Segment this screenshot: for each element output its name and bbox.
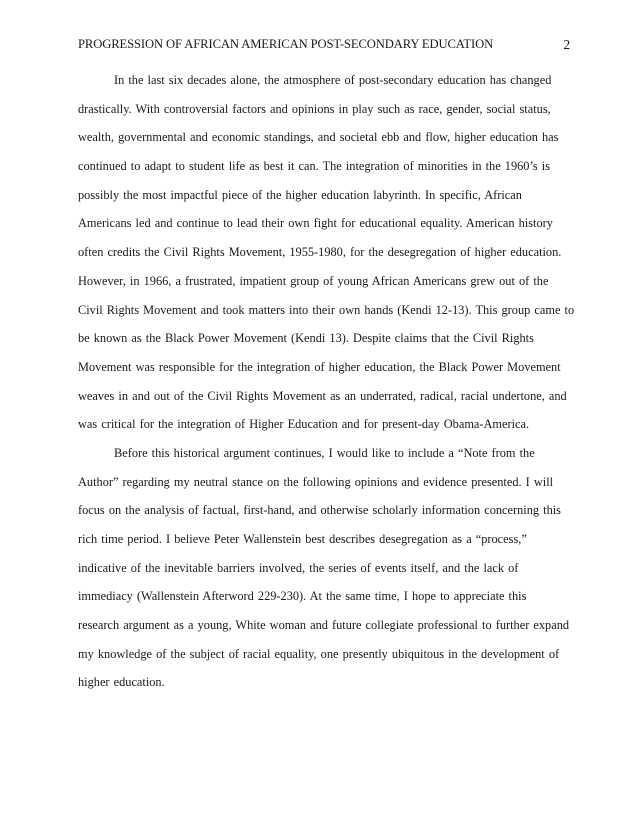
paragraph-line: Americans led and continue to lead their own fight for educational equality. American history [78,216,553,231]
paragraph-line: Before this historical argument continues, I would like to include a “Note from the [114,445,535,460]
paragraph-line: was critical for the integration of Higher Education and for present-day Obama-America. [78,417,530,432]
paragraph-line: research argument as a young, White woman and future collegiate professional to further expand [78,618,570,633]
paragraph-line: indicative of the inevitable barriers involved, the series of events itself, and the lack of [78,560,519,575]
paragraph-line: focus on the analysis of factual, first-hand, and otherwise scholarly information concerning this [78,503,561,518]
paragraph-line: Movement was responsible for the integration of higher education, the Black Power Movement [78,359,561,374]
page-number: 2 [563,37,570,52]
paragraph-line: Civil Rights Movement and took matters into their own hands (Kendi 12-13). This group came to [78,302,575,317]
paragraph-line: In the last six decades alone, the atmosphere of post-secondary education has changed [114,73,552,87]
running-header [78,37,570,57]
paragraph-line: my knowledge of the subject of racial equality, one presently ubiquitous in the development of [78,646,560,661]
paragraph-line: However, in 1966, a frustrated, impatient group of young African Americans grew out of the [78,273,549,288]
paragraph-line: Author” regarding my neutral stance on the following opinions and evidence presented. I will [78,474,554,489]
body-text [78,71,575,702]
paragraph-line: drastically. With controversial factors and opinions in play such as race, gender, social status, [78,101,551,116]
paragraph-line: weaves in and out of the Civil Rights Movement as an underrated, radical, racial undertone, and [78,388,567,403]
paragraph-line: higher education. [78,675,165,690]
paragraph-line: immediacy (Wallenstein Afterword 229-230). At the same time, I hope to appreciate this [78,589,527,604]
running-head-title: PROGRESSION OF AFRICAN AMERICAN POST-SECONDARY EDUCATION [78,37,494,51]
paragraph-2 [78,444,570,702]
paragraph-line: wealth, governmental and economic standings, and societal ebb and flow, higher education has [78,130,559,145]
paragraph-line: possibly the most impactful piece of the higher education labyrinth. In specific, African [78,187,522,202]
paragraph-line: be known as the Black Power Movement (Kendi 13). Despite claims that the Civil Rights [78,331,534,346]
paragraph-1 [78,71,575,444]
paragraph-line: continued to adapt to student life as best it can. The integration of minorities in the 1960’s is [78,159,551,174]
paragraph-line: rich time period. I believe Peter Wallenstein best describes desegregation as a “process,” [78,532,527,546]
paragraph-line: often credits the Civil Rights Movement, 1955-1980, for the desegregation of higher education. [78,245,562,260]
